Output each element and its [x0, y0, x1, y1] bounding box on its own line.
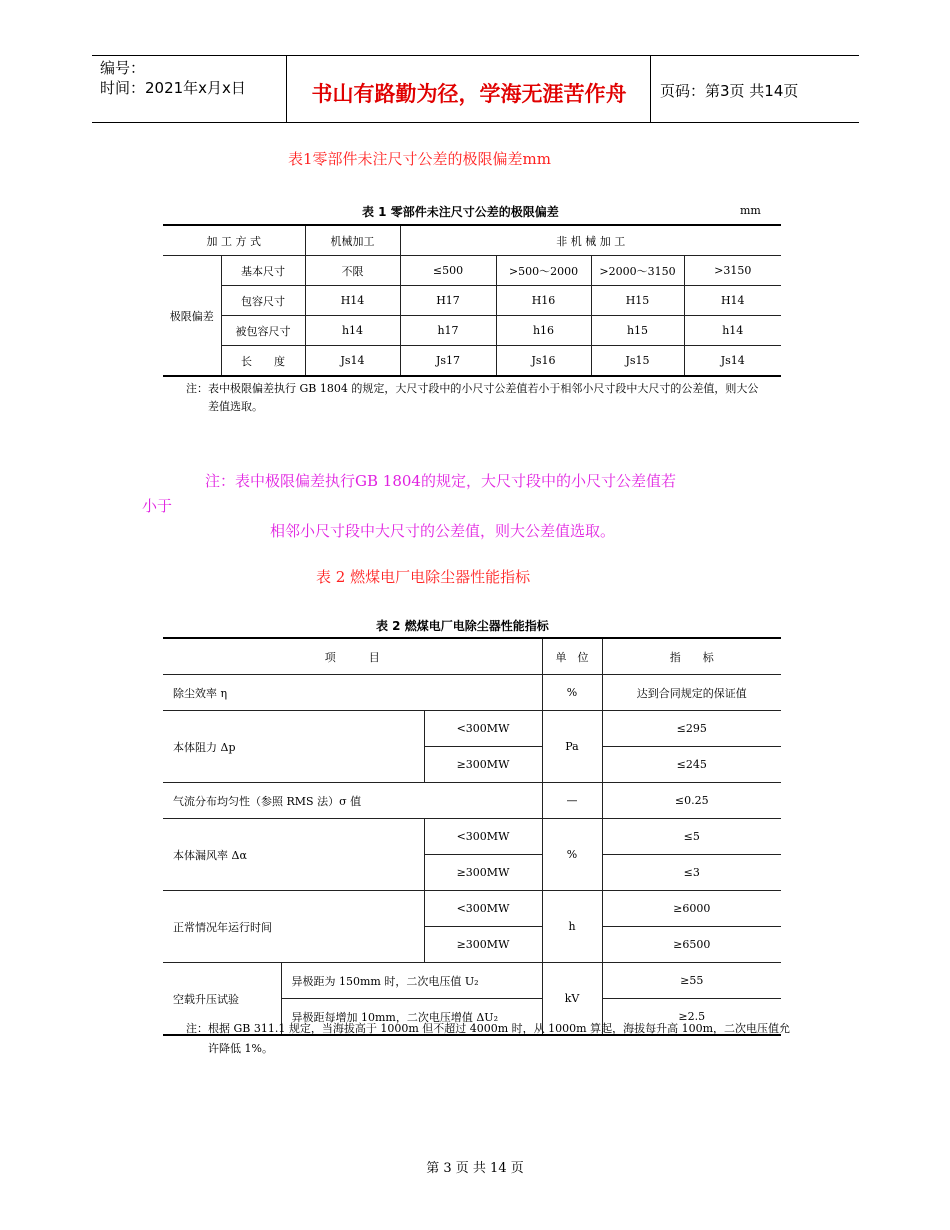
- table-cell: H14: [684, 286, 781, 316]
- table-row: [163, 819, 781, 855]
- table-row: [163, 346, 781, 377]
- table-cell: Js16: [496, 346, 591, 377]
- table-cell: h: [542, 891, 602, 963]
- table2-caption: 表 2 燃煤电厂电除尘器性能指标: [376, 619, 549, 633]
- table-cell: h17: [400, 316, 496, 346]
- table-cell: %: [542, 819, 602, 891]
- table-row: [163, 783, 781, 819]
- table-cell: H14: [305, 286, 400, 316]
- table-cell: ≥300MW: [424, 927, 542, 963]
- table-cell: ≥55: [602, 963, 781, 999]
- table-cell: H16: [496, 286, 591, 316]
- table-cell: 气流分布均匀性（参照 RMS 法）σ 值: [163, 783, 542, 819]
- table-cell: H15: [591, 286, 684, 316]
- table-header-cell: 机械加工: [305, 225, 400, 256]
- magenta-note-line3: 相邻小尺寸段中大尺寸的公差值，则大公差值选取。: [270, 522, 616, 540]
- precipitator-table: [163, 637, 781, 1036]
- table-header-cell: 加 工 方 式: [163, 225, 305, 256]
- serial-label: 编号：: [100, 59, 146, 77]
- table2-note-line2: 许降低 1%。: [208, 1042, 273, 1055]
- page-footer: 第 3 页 共 14 页: [426, 1161, 524, 1176]
- table-cell: H17: [400, 286, 496, 316]
- table-header-cell: 项 目: [163, 638, 542, 675]
- table-cell: ≥6000: [602, 891, 781, 927]
- header-left: [100, 58, 246, 98]
- table-row: [163, 891, 781, 927]
- table-row: [163, 316, 781, 346]
- page-header: [92, 55, 859, 123]
- table-cell: 达到合同规定的保证值: [602, 675, 781, 711]
- table-cell: 本体阻力 Δp: [163, 711, 424, 783]
- table-cell: 被包容尺寸: [221, 316, 305, 346]
- table-row: [163, 286, 781, 316]
- table-row: [163, 256, 781, 286]
- table-cell: ≥300MW: [424, 855, 542, 891]
- table-cell: Pa: [542, 711, 602, 783]
- table-cell: ≤0.25: [602, 783, 781, 819]
- tolerance-table: [163, 224, 781, 377]
- table2-note-line1: 注：根据 GB 311.1 规定，当海拔高于 1000m 但不超过 4000m 时，从 1000m 算起，海拔每升高 100m，二次电压值允: [186, 1022, 791, 1035]
- header-divider: [286, 56, 287, 122]
- table-cell: ≤295: [602, 711, 781, 747]
- header-page-number: 页码：第3页 共14页: [660, 82, 799, 100]
- table-cell: 空载升压试验: [163, 963, 281, 1036]
- table1-caption: 表 1 零部件未注尺寸公差的极限偏差: [362, 205, 559, 219]
- table-cell: kV: [542, 963, 602, 1036]
- table1-note-line2: 差值选取。: [208, 400, 263, 413]
- table1-unit: mm: [740, 204, 761, 217]
- table-group-cell: 极限偏差: [163, 256, 221, 377]
- table-cell: h15: [591, 316, 684, 346]
- table-cell: 基本尺寸: [221, 256, 305, 286]
- table-cell: 不限: [305, 256, 400, 286]
- table-header-cell: 指 标: [602, 638, 781, 675]
- table-row: [163, 225, 781, 256]
- table-cell: —: [542, 783, 602, 819]
- table-row: [163, 638, 781, 675]
- table-cell: ≥2.5: [602, 999, 781, 1036]
- table-row: [163, 711, 781, 747]
- table-cell: 异极距为 150mm 时，二次电压值 U₂: [281, 963, 542, 999]
- magenta-note-line1: 注：表中极限偏差执行GB 1804的规定，大尺寸段中的小尺寸公差值若: [205, 472, 676, 490]
- table-cell: ≥6500: [602, 927, 781, 963]
- table-row: [163, 675, 781, 711]
- table-cell: 包容尺寸: [221, 286, 305, 316]
- table-cell: >500～2000: [496, 256, 591, 286]
- table-header-cell: 非 机 械 加 工: [400, 225, 781, 256]
- table-cell: Js17: [400, 346, 496, 377]
- table-cell: >2000～3150: [591, 256, 684, 286]
- table-cell: 正常情况年运行时间: [163, 891, 424, 963]
- magenta-note-line2: 小于: [142, 497, 173, 515]
- table-cell: ≤3: [602, 855, 781, 891]
- table-header-cell: 单 位: [542, 638, 602, 675]
- table-cell: ≥300MW: [424, 747, 542, 783]
- header-motto: 书山有路勤为径，学海无涯苦作舟: [311, 81, 627, 106]
- table-cell: 除尘效率 η: [163, 675, 542, 711]
- table-cell: h14: [684, 316, 781, 346]
- table-cell: ≤500: [400, 256, 496, 286]
- table-row: [163, 963, 781, 999]
- table-cell: 异极距每增加 10mm，二次电压增值 ΔU₂: [281, 999, 542, 1036]
- table1-heading: 表1零部件未注尺寸公差的极限偏差mm: [288, 150, 551, 168]
- table-cell: Js15: [591, 346, 684, 377]
- table-cell: <300MW: [424, 711, 542, 747]
- table-cell: %: [542, 675, 602, 711]
- table1-note-line1: 注：表中极限偏差执行 GB 1804 的规定，大尺寸段中的小尺寸公差值若小于相邻小尺寸段中大尺寸的公差值，则大公: [186, 382, 759, 395]
- table-cell: <300MW: [424, 819, 542, 855]
- date-label: 时间：2021年x月x日: [100, 79, 246, 97]
- table-cell: h16: [496, 316, 591, 346]
- table-cell: ≤5: [602, 819, 781, 855]
- table-cell: Js14: [305, 346, 400, 377]
- table2-heading: 表 2 燃煤电厂电除尘器性能指标: [316, 568, 531, 586]
- table-cell: 本体漏风率 Δα: [163, 819, 424, 891]
- table-cell: <300MW: [424, 891, 542, 927]
- table-cell: Js14: [684, 346, 781, 377]
- header-divider: [650, 56, 651, 122]
- table-cell: h14: [305, 316, 400, 346]
- table-cell: >3150: [684, 256, 781, 286]
- table-cell: 长 度: [221, 346, 305, 377]
- table-cell: ≤245: [602, 747, 781, 783]
